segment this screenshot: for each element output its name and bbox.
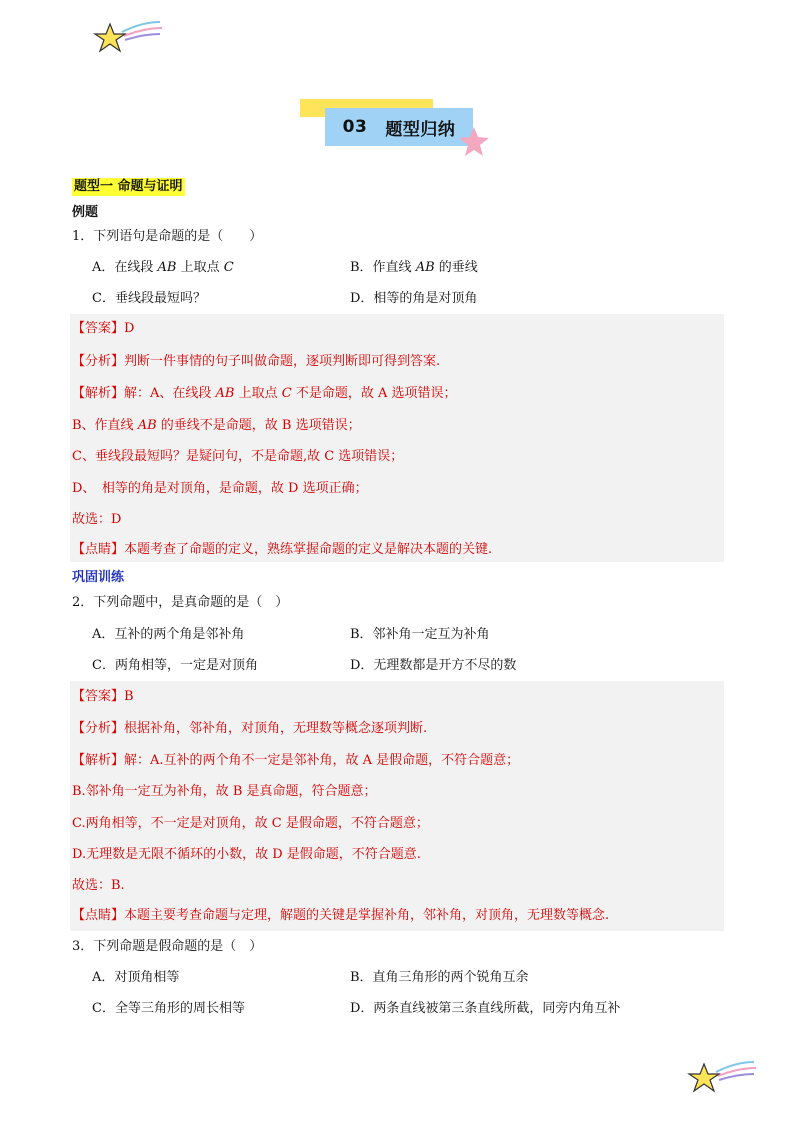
q1-comment: 【点睛】本题考查了命题的定义，熟练掌握命题的定义是解决本题的关键.: [72, 542, 493, 557]
q1-line-b: B、作直线 AB 的垂线不是命题，故 B 选项错误；: [72, 418, 361, 433]
q2-answer-box: [70, 681, 724, 931]
q2-option-d: D．无理数都是开方不尽的数: [350, 658, 517, 673]
q3-option-d: D．两条直线被第三条直线所截，同旁内角互补: [350, 1001, 621, 1016]
q3-option-c: C．全等三角形的周长相等: [92, 1001, 245, 1016]
q1-option-b: B．作直线 AB 的垂线: [350, 260, 478, 275]
q2-option-a: A．互补的两个角是邻补角: [92, 627, 245, 642]
q1-line-c: C、垂线段最短吗？是疑问句，不是命题,故 C 选项错误；: [72, 449, 404, 464]
q1-option-d: D．相等的角是对顶角: [350, 291, 478, 306]
question-3-stem: 3．下列命题是假命题的是（ ）: [72, 939, 263, 954]
topic-tag: 题型一 命题与证明: [74, 179, 183, 194]
shooting-star-icon: [92, 18, 164, 58]
q2-line-b: B.邻补角一定互为补角，故 B 是真命题，符合题意；: [72, 784, 377, 799]
shooting-star-icon-bottom: [686, 1058, 758, 1098]
q1-answer-box: [70, 314, 724, 562]
q1-option-c: C．垂线段最短吗？: [92, 291, 206, 306]
q1-choice: 故选：D: [72, 512, 122, 527]
practice-heading: 巩固训练: [72, 570, 125, 585]
question-2-stem: 2．下列命题中，是真命题的是（ ）: [72, 595, 289, 610]
q3-option-b: B．直角三角形的两个锐角互余: [350, 970, 529, 985]
q2-option-b: B．邻补角一定互为补角: [350, 627, 490, 642]
q2-choice: 故选：B.: [72, 878, 125, 893]
q1-answer: 【答案】D: [72, 321, 135, 336]
q2-option-c: C．两角相等，一定是对顶角: [92, 658, 258, 673]
q2-line-d: D.无理数是无限不循环的小数，故 D 是假命题，不符合题意.: [72, 847, 421, 862]
q3-option-a: A．对顶角相等: [92, 970, 180, 985]
q2-solution: 【解析】解：A.互补的两个角不一定是邻补角，故 A 是假命题，不符合题意；: [72, 753, 520, 768]
section-banner: [325, 108, 473, 146]
section-number: 03: [342, 117, 368, 137]
q2-analysis: 【分析】根据补角，邻补角，对顶角，无理数等概念逐项判断.: [72, 721, 428, 736]
question-1-stem: 1．下列语句是命题的是（ ）: [72, 229, 263, 244]
example-heading: 例题: [72, 205, 99, 220]
q1-option-a: A．在线段 AB 上取点 C: [92, 260, 234, 275]
q1-analysis: 【分析】判断一件事情的句子叫做命题，逐项判断即可得到答案.: [72, 354, 441, 369]
q2-line-c: C.两角相等，不一定是对顶角，故 C 是假命题，不符合题意；: [72, 816, 429, 831]
pink-star-icon: [457, 126, 491, 158]
q1-solution: 【解析】解：A、在线段 AB 上取点 C 不是命题，故 A 选项错误；: [72, 386, 457, 401]
q2-answer: 【答案】B: [72, 689, 134, 704]
q1-line-d: D、 相等的角是对顶角，是命题，故 D 选项正确；: [72, 481, 368, 496]
q2-comment: 【点睛】本题主要考查命题与定理，解题的关键是掌握补角，邻补角，对顶角，无理数等概念.: [72, 908, 610, 923]
section-title: 题型归纳: [385, 119, 456, 140]
